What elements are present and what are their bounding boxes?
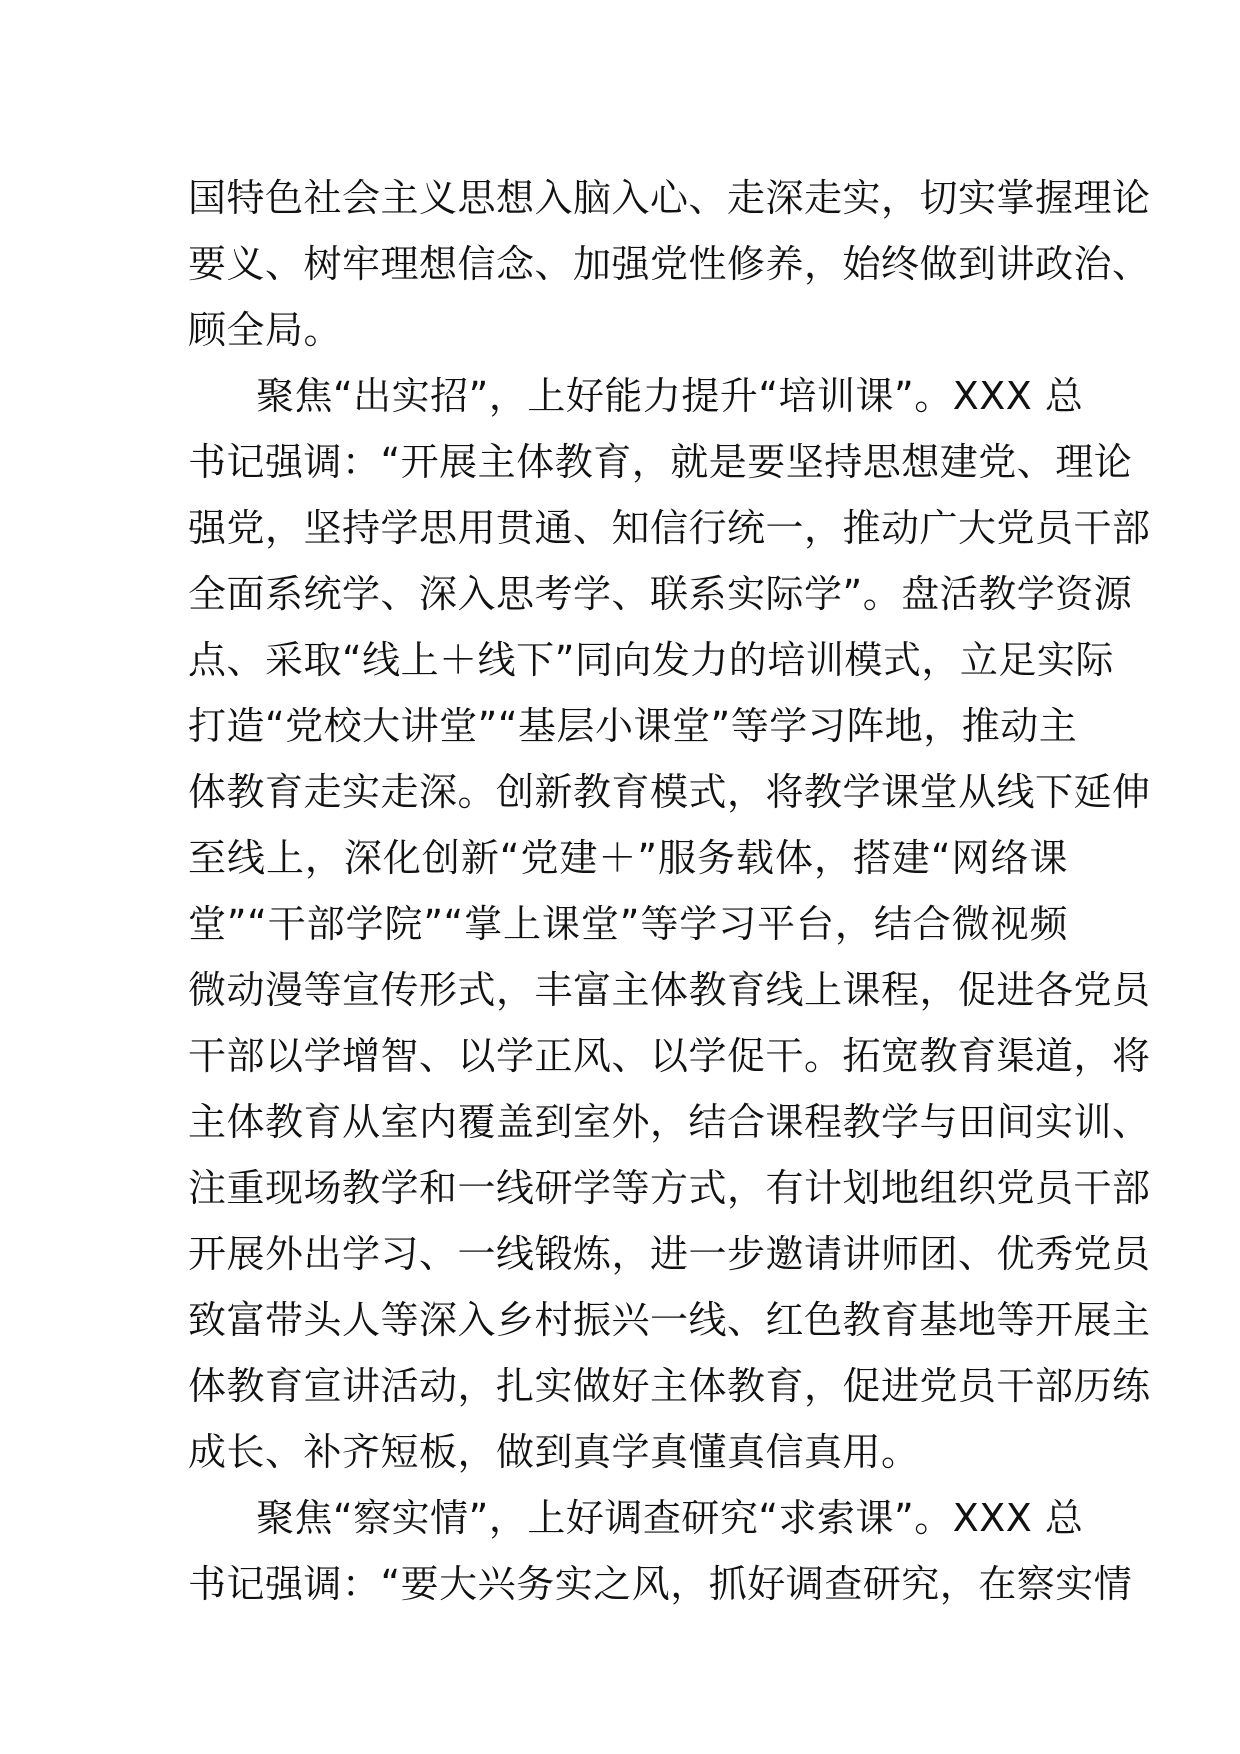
text-line: 干部以学增智、以学正风、以学促干。拓宽教育渠道，将: [188, 1034, 1151, 1078]
text-line: 体教育走实走深。创新教育模式，将教学课堂从线下延伸: [188, 770, 1151, 814]
paragraph-heading-line: 聚焦“察实情”，上好调查研究“求索课”。XXX 总: [256, 1496, 1084, 1540]
text-line: 开展外出学习、一线锻炼，进一步邀请讲师团、优秀党员: [188, 1232, 1151, 1276]
text-line: 微动漫等宣传形式，丰富主体教育线上课程，促进各党员: [188, 968, 1151, 1012]
body-text: [188, 165, 1151, 1617]
text-line: 主体教育从室内覆盖到室外，结合课程教学与田间实训、: [188, 1100, 1151, 1144]
text-line: 强党，坚持学思用贯通、知信行统一，推动广大党员干部: [188, 506, 1151, 550]
text-line: 点、采取“线上＋线下”同向发力的培训模式，立足实际: [188, 638, 1114, 682]
text-line: 成长、补齐短板，做到真学真懂真信真用。: [188, 1430, 920, 1474]
text-line: 国特色社会主义思想入脑入心、走深走实，切实掌握理论: [188, 176, 1151, 220]
text-line: 顾全局。: [188, 308, 343, 352]
text-line: 打造“党校大讲堂”“基层小课堂”等学习阵地，推动主: [188, 704, 1078, 748]
text-line: 体教育宣讲活动，扎实做好主体教育，促进党员干部历练: [188, 1364, 1151, 1408]
text-line: 要义、树牢理想信念、加强党性修养，始终做到讲政治、: [188, 242, 1151, 286]
text-line: 堂”“干部学院”“掌上课堂”等学习平台，结合微视频: [188, 902, 1068, 946]
text-line: 致富带头人等深入乡村振兴一线、红色教育基地等开展主: [188, 1298, 1151, 1342]
paragraph-heading-line: 聚焦“出实招”，上好能力提升“培训课”。XXX 总: [256, 374, 1084, 418]
text-line: 注重现场教学和一线研学等方式，有计划地组织党员干部: [188, 1166, 1151, 1210]
text-line: 书记强调：“开展主体教育，就是要坚持思想建党、理论: [188, 440, 1133, 484]
text-line: 全面系统学、深入思考学、联系实际学”。盘活教学资源: [188, 572, 1133, 616]
text-line: 至线上，深化创新“党建＋”服务载体，搭建“网络课: [188, 836, 1068, 880]
text-line: 书记强调：“要大兴务实之风，抓好调查研究，在察实情: [188, 1562, 1133, 1606]
